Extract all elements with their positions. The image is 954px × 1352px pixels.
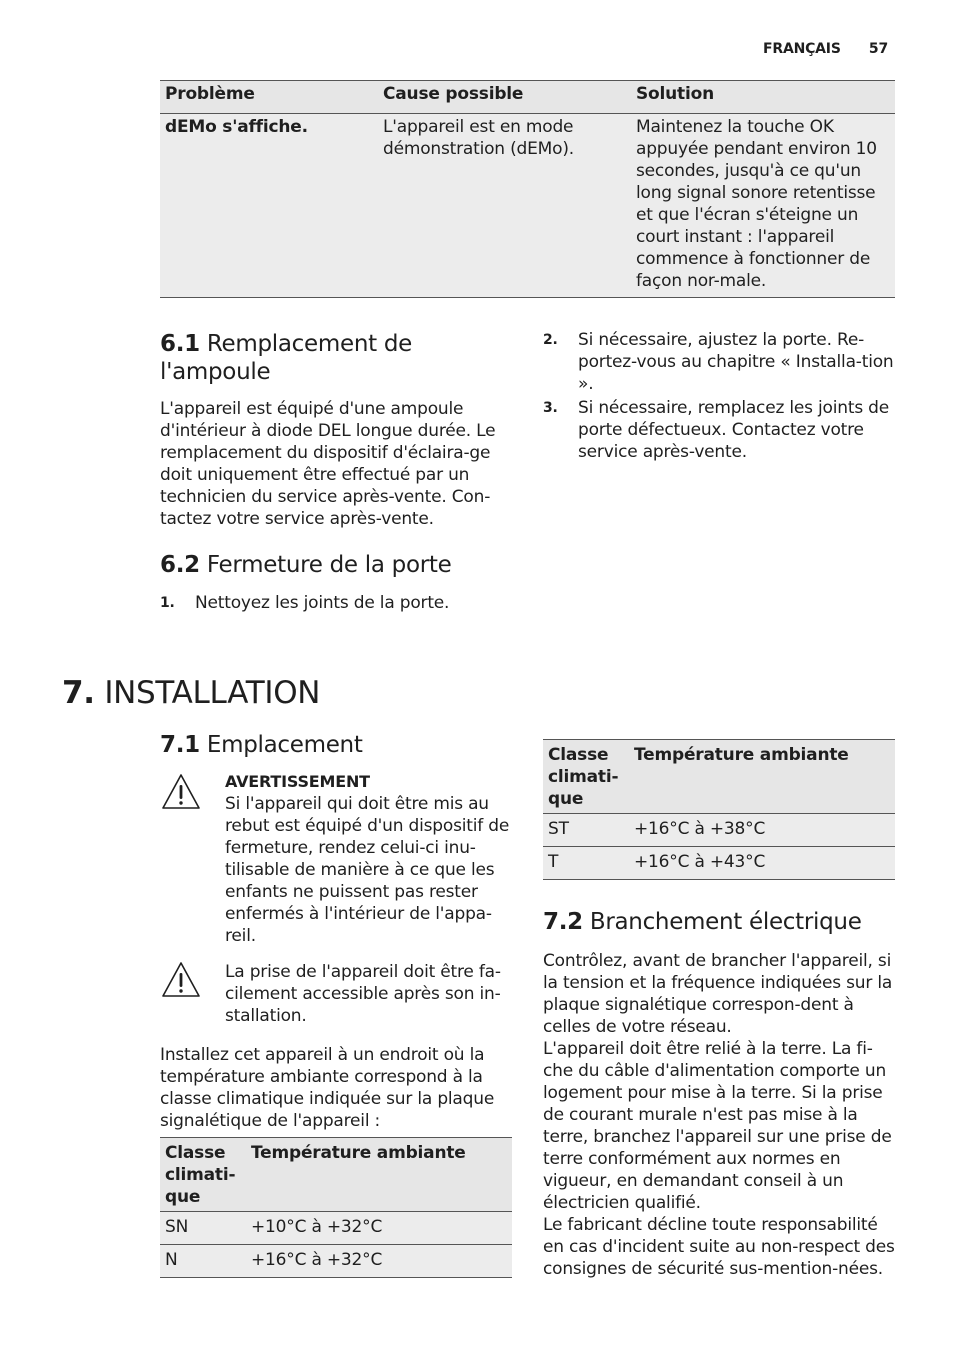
- cell-class: ST: [548, 819, 569, 839]
- cell-solution: Maintenez la touche OK appuyée pendant environ 10 secondes, jusqu'à ce qu'un long signal sonore retentisse et que l'écran s'éteigne un court instant : l'appareil commence à fonctionner de façon nor-male.: [636, 117, 877, 291]
- cell-class: SN: [165, 1217, 189, 1237]
- section-heading-7-2: [543, 908, 895, 936]
- table-header-row: [543, 740, 895, 814]
- warning-title: AVERTISSEMENT: [225, 772, 370, 791]
- paragraph-earthing: L'appareil doit être relié à la terre. La fi-che du câble d'alimentation comporte un logement pour mise à la terre. Si la prise de courant murale n'est pas mise à la terre, branchez l'appareil sur une prise de terre conformément aux normes en vigueur, en demandant conseil à un électricien qualifié.: [543, 1039, 892, 1213]
- paragraph-voltage-check: Contrôlez, avant de brancher l'appareil, si la tension et la fréquence indiquées sur la plaque signalétique correspon-dent à celles de votre réseau.: [543, 951, 893, 1037]
- table-row: [160, 1245, 512, 1278]
- table-header-row: [160, 1138, 512, 1212]
- section-number: 6.1: [160, 331, 200, 357]
- chapter-number: 7.: [62, 675, 95, 711]
- column-header-solution: Solution: [636, 84, 714, 104]
- warning-block: [161, 771, 515, 946]
- warning-triangle-icon: [161, 961, 201, 999]
- list-item: [543, 397, 896, 463]
- column-header-class: Classe climati-que: [165, 1143, 236, 1207]
- caution-block: [161, 961, 515, 1031]
- page-header: [760, 38, 894, 58]
- warning-text: Si l'appareil qui doit être mis au rebut est équipé d'un dispositif de fermeture, rendez celui-ci inu-tilisable de manière à ce que les enfants ne puissent pas rester enfermés à l'intérieur de l'appa-reil.: [225, 794, 510, 946]
- section-number: 6.2: [160, 552, 200, 578]
- climate-class-table: [160, 1137, 512, 1278]
- warning-text-block: [225, 771, 515, 947]
- table-row: [543, 814, 895, 847]
- section-7-1-body: Installez cet appareil à un endroit où la température ambiante correspond à la classe climatique indiquée sur la plaque signalétique de l'appareil :: [160, 1045, 495, 1131]
- cell-problem: dEMo s'affiche.: [165, 117, 308, 137]
- section-title: Fermeture de la porte: [206, 552, 452, 578]
- section-6-1-body: L'appareil est équipé d'une ampoule d'intérieur à diode DEL longue durée. Le remplacement du dispositif d'éclaira-ge doit uniquement être effectué par un technicien du service après-vente. Con-tactez votre service après-vente.: [160, 399, 496, 529]
- list-item: [160, 592, 512, 614]
- table-header-row: [160, 81, 895, 114]
- cell-temperature: +16°C à +32°C: [251, 1250, 383, 1270]
- section-heading-6-2: [160, 551, 512, 579]
- header-language: FRANÇAIS: [763, 41, 841, 57]
- step-text: Si nécessaire, ajustez la porte. Re-portez-vous au chapitre « Installa-tion ».: [578, 330, 894, 394]
- warning-triangle-icon: [161, 773, 201, 811]
- climate-class-table: [543, 739, 895, 880]
- table-row: [543, 847, 895, 880]
- paragraph-liability: Le fabricant décline toute responsabilité en cas d'incident suite au non-respect des consignes de sécurité sus-mention-nées.: [543, 1215, 895, 1279]
- cell-class: T: [548, 852, 559, 872]
- section-7-2-body: [543, 950, 896, 1280]
- page-number: 57: [868, 41, 888, 57]
- section-heading-7-1: [160, 731, 512, 759]
- section-title-cont: l'ampoule: [160, 359, 271, 385]
- step-number: 2.: [543, 332, 558, 348]
- cell-temperature: +16°C à +43°C: [634, 852, 766, 872]
- cell-cause: L'appareil est en mode démonstration (dEMo).: [383, 117, 574, 159]
- door-steps-list-left: [160, 592, 512, 614]
- cell-temperature: +10°C à +32°C: [251, 1217, 383, 1237]
- table-row: [160, 114, 895, 298]
- section-title: Emplacement: [206, 732, 363, 758]
- step-number: 3.: [543, 400, 558, 416]
- column-header-problem: Problème: [165, 84, 255, 104]
- section-title: Remplacement de: [206, 331, 412, 357]
- list-item: [543, 329, 896, 395]
- step-number: 1.: [160, 595, 175, 611]
- step-text: Nettoyez les joints de la porte.: [195, 593, 450, 613]
- section-title: Branchement électrique: [589, 909, 862, 935]
- step-text: Si nécessaire, remplacez les joints de porte défectueux. Contactez votre service après-vente.: [578, 398, 890, 462]
- section-heading-6-1: [160, 330, 500, 386]
- column-header-temperature: Température ambiante: [251, 1143, 466, 1163]
- cell-class: N: [165, 1250, 178, 1270]
- column-header-cause: Cause possible: [383, 84, 524, 104]
- column-header-class: Classe climati-que: [548, 745, 619, 809]
- cell-temperature: +16°C à +38°C: [634, 819, 766, 839]
- section-number: 7.1: [160, 732, 200, 758]
- door-steps-list-right: [543, 329, 896, 463]
- troubleshooting-table: [160, 80, 895, 298]
- chapter-title: INSTALLATION: [104, 675, 321, 711]
- chapter-heading: [62, 673, 320, 713]
- table-row: [160, 1212, 512, 1245]
- column-header-temperature: Température ambiante: [634, 745, 849, 765]
- section-number: 7.2: [543, 909, 583, 935]
- caution-text: La prise de l'appareil doit être fa-cilement accessible après son in-stallation.: [225, 962, 501, 1026]
